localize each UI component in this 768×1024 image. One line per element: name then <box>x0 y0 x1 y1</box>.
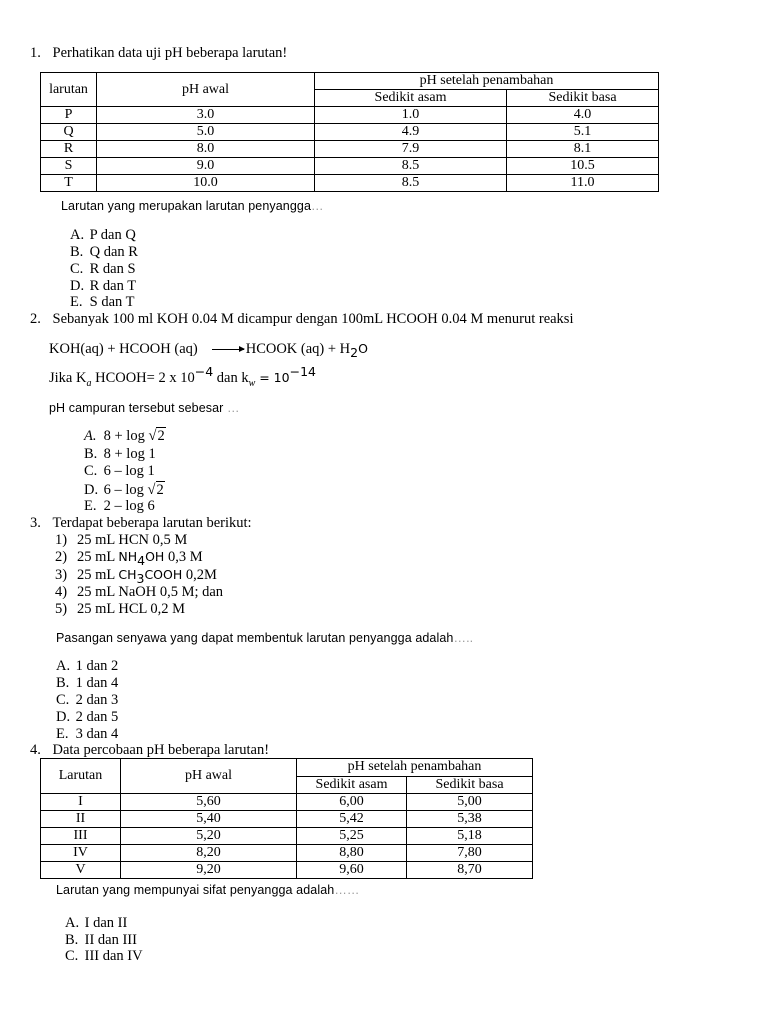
ka-label: Jika K <box>49 370 87 386</box>
cell: IV <box>41 845 121 862</box>
table-row <box>41 811 533 828</box>
cell: 8,80 <box>297 845 407 862</box>
question-text: Data percobaan pH beberapa larutan! <box>52 742 270 758</box>
option-text: 3 dan 4 <box>75 726 119 742</box>
option-text: 6 – log 1 <box>103 463 155 479</box>
table-row <box>41 107 659 124</box>
prompt-text: pH campuran tersebut sebesar <box>49 401 224 415</box>
q1-option-b[interactable] <box>70 244 138 260</box>
cell: 7.9 <box>315 141 507 158</box>
item-number: 3) <box>55 567 68 583</box>
option-label: A. <box>56 658 71 674</box>
table-row <box>41 828 533 845</box>
option-text: R dan T <box>89 278 137 294</box>
ka-sub: a <box>86 377 92 389</box>
item-number: 4) <box>55 584 68 600</box>
q4-option-b[interactable] <box>65 932 137 948</box>
cell: III <box>41 828 121 845</box>
cell: P <box>41 107 97 124</box>
reaction-reactants: KOH(aq) + HCOOH (aq) <box>49 341 198 357</box>
item-formula-sub: 4 <box>137 552 146 568</box>
cell: 10.0 <box>97 175 315 192</box>
cell: II <box>41 811 121 828</box>
option-label: A. <box>84 428 97 444</box>
q1-option-e[interactable] <box>70 294 134 310</box>
cell: 3.0 <box>97 107 315 124</box>
item-number: 5) <box>55 601 68 617</box>
header-ph-setelah: pH setelah penambahan <box>315 73 659 90</box>
cell: I <box>41 794 121 811</box>
option-text: 8 + log <box>103 428 149 444</box>
item-text: 0,3 M <box>164 549 203 565</box>
option-text: 2 dan 5 <box>75 709 119 725</box>
option-label: E. <box>84 498 97 514</box>
question-text: Sebanyak 100 ml KOH 0.04 M dicampur dengan 100mL HCOOH 0.04 M menurut reaksi <box>52 311 574 327</box>
ka-value: HCOOH= 2 x 10 <box>91 370 195 386</box>
cell: 1.0 <box>315 107 507 124</box>
kw-value: = 10 <box>255 370 290 385</box>
option-label: B. <box>65 932 79 948</box>
q1-option-a[interactable] <box>70 227 136 243</box>
q3-item <box>55 601 185 617</box>
q2-option-a[interactable] <box>84 428 166 444</box>
cell: 4.9 <box>315 124 507 141</box>
sqrt-symbol: √ <box>147 482 156 498</box>
q3-item <box>55 532 187 548</box>
q2-option-c[interactable] <box>84 463 155 479</box>
item-number: 1) <box>55 532 68 548</box>
option-label: C. <box>84 463 98 479</box>
q1-option-d[interactable] <box>70 278 136 294</box>
q4-ph-table <box>40 758 533 879</box>
option-text: 6 – log <box>103 482 148 498</box>
cell: 5,42 <box>297 811 407 828</box>
question-1-prompt <box>61 198 324 214</box>
option-text: 2 – log 6 <box>103 498 155 514</box>
option-label: C. <box>65 948 79 964</box>
option-text: II dan III <box>84 932 137 948</box>
cell: 5,25 <box>297 828 407 845</box>
sqrt-symbol: √ <box>148 428 157 444</box>
sqrt-radicand: 2 <box>157 428 165 444</box>
option-text: S dan T <box>89 294 135 310</box>
cell: 8,20 <box>121 845 297 862</box>
item-text: 25 mL <box>77 549 119 565</box>
cell: 8.5 <box>315 175 507 192</box>
q3-option-b[interactable] <box>56 675 118 691</box>
option-label: D. <box>84 482 99 498</box>
option-text: III dan IV <box>84 948 143 964</box>
reaction-sub: 2 <box>350 344 359 360</box>
cell: 5,18 <box>407 828 533 845</box>
cell: 5,40 <box>121 811 297 828</box>
q2-option-b[interactable] <box>84 446 156 462</box>
table-row <box>41 158 659 175</box>
option-text: 8 + log 1 <box>103 446 156 462</box>
question-4-prompt <box>56 882 360 898</box>
header-ph-awal: pH awal <box>97 73 315 107</box>
cell: 5,60 <box>121 794 297 811</box>
prompt-text: Pasangan senyawa yang dapat membentuk larutan penyangga adalah <box>56 631 454 645</box>
prompt-ellipsis: … <box>311 199 324 213</box>
header-larutan: larutan <box>41 73 97 107</box>
cell: 9.0 <box>97 158 315 175</box>
question-number: 4. <box>30 742 41 758</box>
table-row <box>41 794 533 811</box>
cell: 5,20 <box>121 828 297 845</box>
header-sedikit-asam: Sedikit asam <box>315 90 507 107</box>
option-label: A. <box>65 915 80 931</box>
q2-option-e[interactable] <box>84 498 155 514</box>
q3-option-e[interactable] <box>56 726 118 742</box>
cell: S <box>41 158 97 175</box>
option-label: A. <box>70 227 85 243</box>
prompt-ellipsis: ….. <box>453 631 474 645</box>
q3-option-c[interactable] <box>56 692 118 708</box>
header-sedikit-basa: Sedikit basa <box>507 90 659 107</box>
q4-option-c[interactable] <box>65 948 143 964</box>
cell: 9,20 <box>121 862 297 879</box>
prompt-text: Larutan yang merupakan larutan penyangga <box>61 199 312 213</box>
reaction-arrow-icon <box>212 349 244 350</box>
item-number: 2) <box>55 549 68 565</box>
option-label: D. <box>70 278 85 294</box>
table-row <box>41 175 659 192</box>
item-formula: NH <box>118 549 138 564</box>
cell: 6,00 <box>297 794 407 811</box>
header-sedikit-basa: Sedikit basa <box>407 776 533 794</box>
kw-sub: w <box>248 377 256 389</box>
q2-constants <box>49 364 316 389</box>
q3-item <box>55 549 203 568</box>
prompt-text: Larutan yang mempunyai sifat penyangga adalah <box>56 883 335 897</box>
cell: R <box>41 141 97 158</box>
item-formula-sub: 3 <box>136 570 145 586</box>
item-formula: CH <box>118 567 137 582</box>
header-sedikit-asam: Sedikit asam <box>297 776 407 794</box>
item-text: 25 mL HCL 0,2 M <box>77 601 186 617</box>
question-number: 3. <box>30 515 41 531</box>
item-formula: OH <box>145 549 165 564</box>
table-row <box>41 141 659 158</box>
cell: 8,70 <box>407 862 533 879</box>
option-text: 1 dan 2 <box>75 658 119 674</box>
question-number: 2. <box>30 311 41 327</box>
q3-option-a[interactable] <box>56 658 118 674</box>
cell: 5,00 <box>407 794 533 811</box>
option-label: D. <box>56 709 71 725</box>
reaction-oxygen: O <box>358 341 368 356</box>
question-text: Perhatikan data uji pH beberapa larutan! <box>52 45 288 61</box>
cell: 8.1 <box>507 141 659 158</box>
question-3-stem <box>30 515 252 531</box>
q2-option-d[interactable] <box>84 482 165 498</box>
question-2-prompt <box>49 400 240 416</box>
item-text: 25 mL HCN 0,5 M <box>77 532 188 548</box>
cell: 5,38 <box>407 811 533 828</box>
reaction-products: HCOOK (aq) + H <box>245 341 351 357</box>
cell: V <box>41 862 121 879</box>
cell: 11.0 <box>507 175 659 192</box>
header-ph-awal: pH awal <box>121 759 297 794</box>
header-ph-setelah: pH setelah penambahan <box>297 759 533 777</box>
q3-option-d[interactable] <box>56 709 118 725</box>
cell: Q <box>41 124 97 141</box>
option-text: P dan Q <box>89 227 136 243</box>
prompt-ellipsis: … <box>227 401 240 415</box>
option-label: E. <box>56 726 69 742</box>
item-text: 25 mL <box>77 567 119 583</box>
q2-reaction <box>49 341 368 360</box>
option-label: E. <box>70 294 83 310</box>
option-text: 2 dan 3 <box>75 692 119 708</box>
table-row <box>41 124 659 141</box>
q3-item <box>55 567 217 586</box>
question-3-prompt <box>56 630 473 646</box>
option-label: B. <box>56 675 70 691</box>
cell: 8.5 <box>315 158 507 175</box>
header-larutan: Larutan <box>41 759 121 794</box>
question-2-stem <box>30 311 573 327</box>
kw-label: dan k <box>213 370 249 386</box>
cell: 4.0 <box>507 107 659 124</box>
q4-option-a[interactable] <box>65 915 127 931</box>
option-label: C. <box>56 692 70 708</box>
question-number: 1. <box>30 45 41 61</box>
option-text: R dan S <box>89 261 136 277</box>
table-row <box>41 845 533 862</box>
q1-ph-table <box>40 72 659 192</box>
ka-exp: −4 <box>194 364 214 380</box>
kw-exp: −14 <box>289 364 316 380</box>
question-1-stem <box>30 45 287 61</box>
question-text: Terdapat beberapa larutan berikut: <box>52 515 252 531</box>
item-formula: COOH <box>144 567 183 582</box>
item-text: 0,2M <box>182 567 217 583</box>
cell: 5.0 <box>97 124 315 141</box>
item-text: 25 mL NaOH 0,5 M; dan <box>77 584 224 600</box>
cell: 7,80 <box>407 845 533 862</box>
option-text: I dan II <box>84 915 128 931</box>
cell: 5.1 <box>507 124 659 141</box>
option-label: B. <box>84 446 98 462</box>
cell: T <box>41 175 97 192</box>
q1-option-c[interactable] <box>70 261 136 277</box>
q3-item <box>55 584 223 600</box>
option-label: B. <box>70 244 84 260</box>
cell: 9,60 <box>297 862 407 879</box>
option-label: C. <box>70 261 84 277</box>
prompt-ellipsis: …… <box>334 883 360 897</box>
sqrt-radicand: 2 <box>156 482 164 498</box>
option-text: Q dan R <box>89 244 138 260</box>
cell: 8.0 <box>97 141 315 158</box>
option-text: 1 dan 4 <box>75 675 119 691</box>
question-4-stem <box>30 742 269 758</box>
table-row <box>41 862 533 879</box>
cell: 10.5 <box>507 158 659 175</box>
